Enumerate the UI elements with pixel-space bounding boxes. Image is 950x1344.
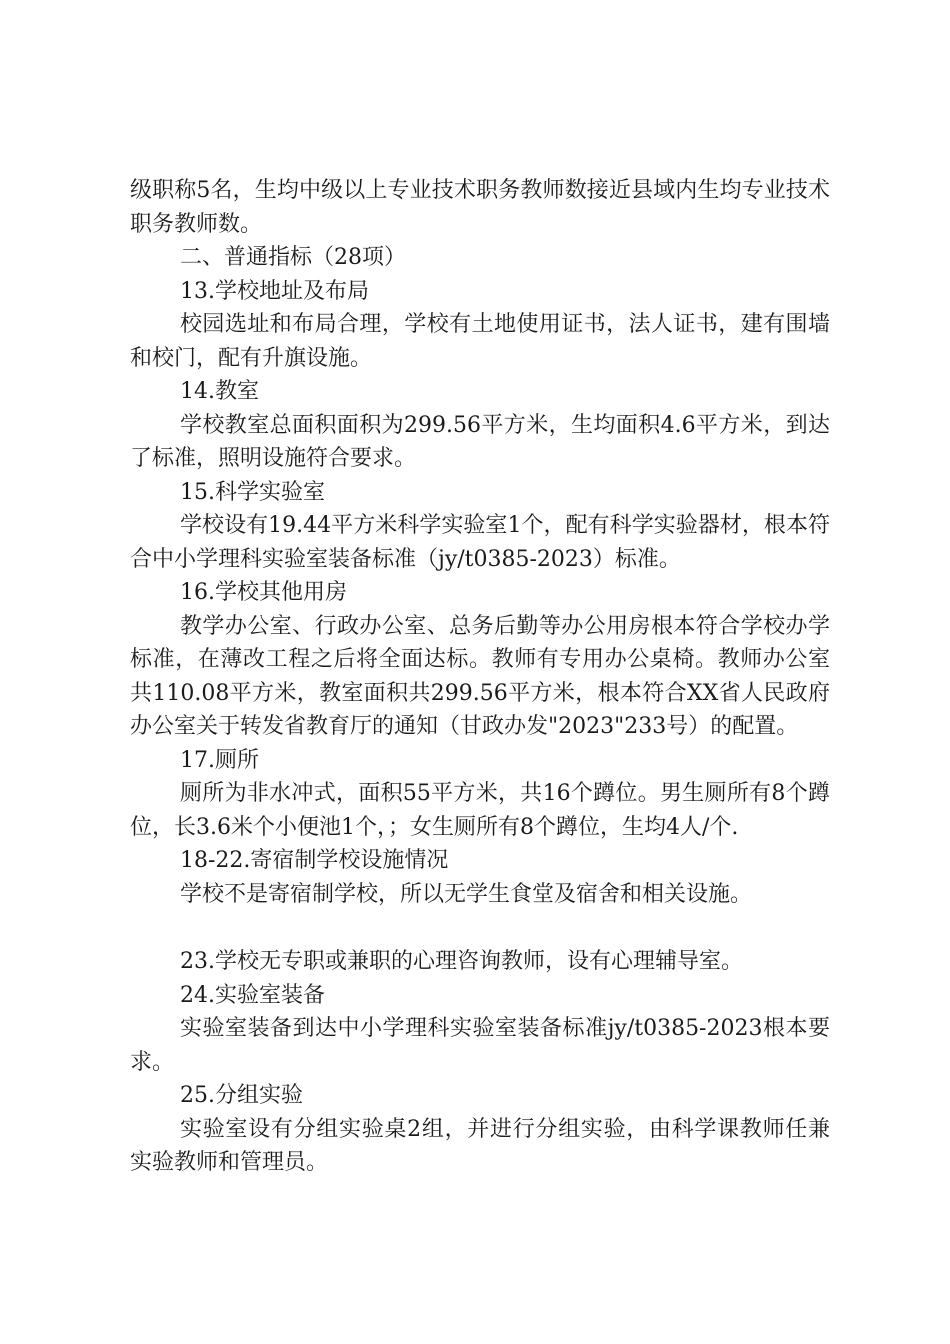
item-body: 厕所为非水冲式，面积55平方米，共16个蹲位。男生厕所有8个蹲位，长3.6米个小便池1个，；女生厕所有8个蹲位，生均4人/个. <box>130 781 830 840</box>
document-body <box>130 174 830 1180</box>
item-heading: 14.教室 <box>180 379 259 404</box>
item-heading: 17.厕所 <box>180 747 259 773</box>
section-heading: 二、普通指标（28项） <box>180 245 406 270</box>
paragraph-continuation: 级职称5名，生均中级以上专业技术职务教师数接近县域内生均专业技术职务教师数。 <box>130 178 830 237</box>
item-body: 教学办公室、行政办公室、总务后勤等办公用房根本符合学校办学标准，在薄改工程之后将全面达标。教师有专用办公桌椅。教师办公室共110.08平方米，教室面积共299.56平方米，根本符合XX省人民政府办公室关于转发省教育厅的通知（甘政办发"2023"233号）的配置。 <box>130 613 830 739</box>
item-body: 学校设有19.44平方米科学实验室1个，配有科学实验器材，根本符合中小学理科实验室装备标准（jy/t0385-2023）标准。 <box>130 513 830 572</box>
item-body: 实验室设有分组实验桌2组，并进行分组实验，由科学课教师任兼实验教师和管理员。 <box>130 1116 830 1175</box>
blank-line <box>130 911 830 945</box>
item-heading: 16.学校其他用房 <box>180 580 347 605</box>
item-body: 实验室装备到达中小学理科实验室装备标准jy/t0385-2023根本要求。 <box>130 1016 830 1075</box>
item-body: 学校教室总面积面积为299.56平方米，生均面积4.6平方米，到达了标准，照明设施符合要求。 <box>130 412 830 471</box>
item-heading: 25.分组实验 <box>180 1083 303 1108</box>
item-heading: 18-22.寄宿制学校设施情况 <box>180 848 449 873</box>
item-heading: 13.学校地址及布局 <box>180 278 369 304</box>
item-heading: 15.科学实验室 <box>180 479 325 505</box>
item-body: 校园选址和布局合理，学校有土地使用证书，法人证书，建有围墙和校门，配有升旗设施。 <box>130 312 830 371</box>
item-body: 学校不是寄宿制学校，所以无学生食堂及宿舍和相关设施。 <box>180 881 753 907</box>
item-heading: 24.实验室装备 <box>180 982 325 1008</box>
item-heading: 23.学校无专职或兼职的心理咨询教师，设有心理辅导室。 <box>180 949 743 974</box>
